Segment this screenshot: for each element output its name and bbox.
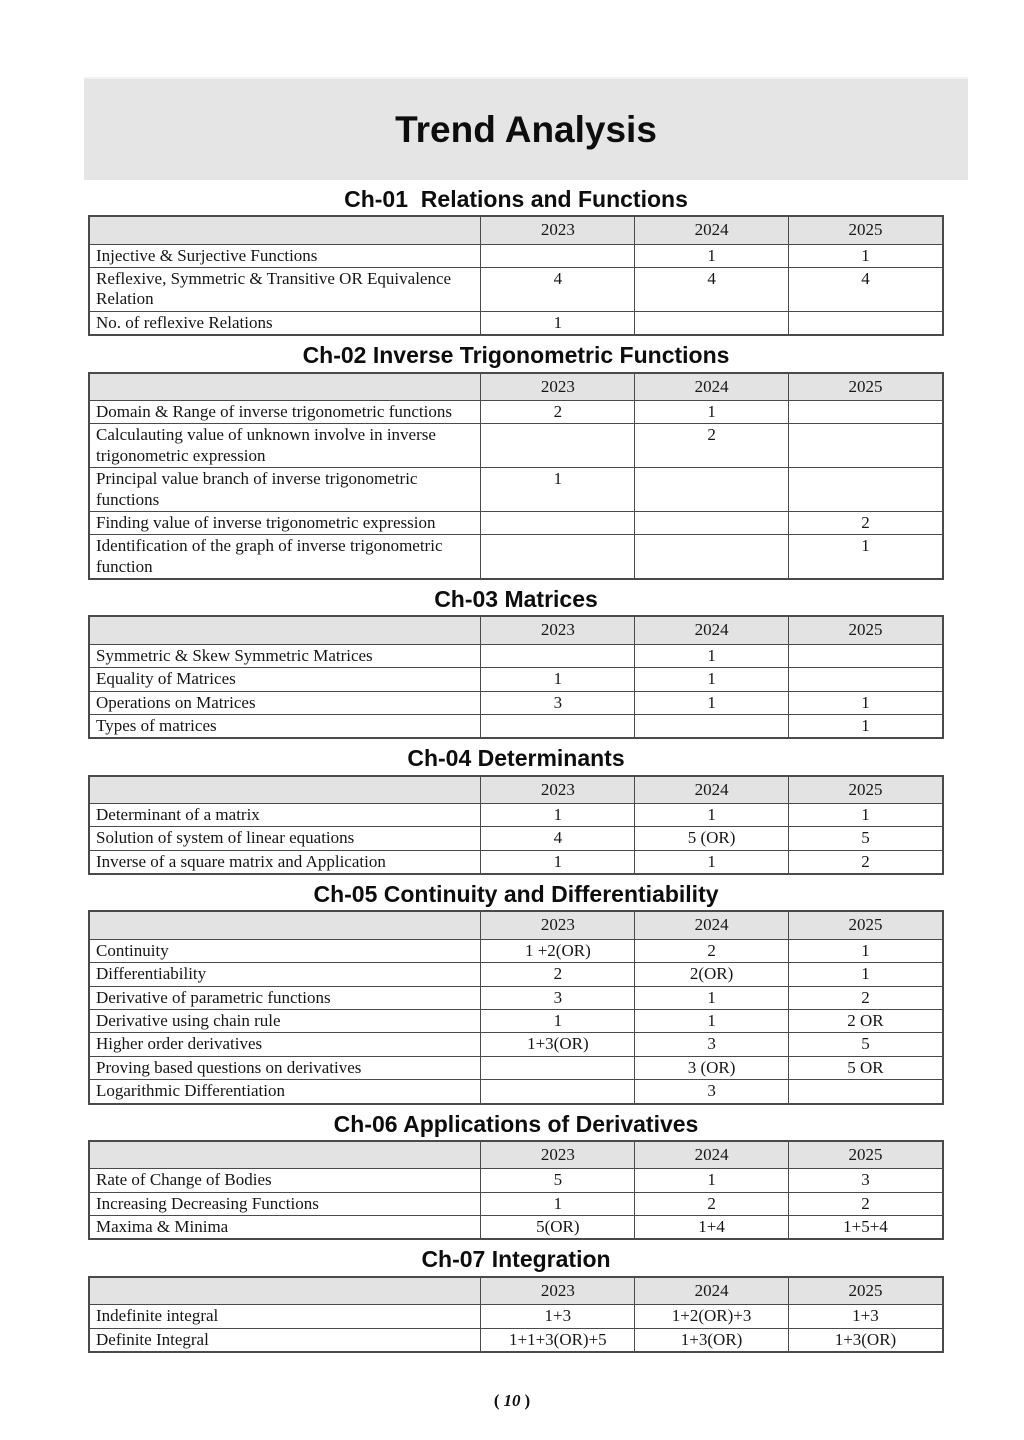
table-row (89, 986, 943, 1009)
title-box (84, 77, 968, 180)
topic-cell: Types of matrices (89, 714, 481, 738)
value-cell: 4 (481, 827, 635, 850)
table-row (89, 1056, 943, 1079)
table-row (89, 827, 943, 850)
topic-cell: Proving based questions on derivatives (89, 1056, 481, 1079)
value-cell: 1+3(OR) (481, 1033, 635, 1056)
value-cell (788, 668, 943, 691)
value-cell: 5 (788, 827, 943, 850)
trend-table-ch-04 (88, 775, 944, 876)
header-row (89, 1141, 943, 1169)
value-cell: 1 (635, 850, 789, 874)
value-cell: 1+3(OR) (788, 1328, 943, 1352)
topic-cell: Continuity (89, 939, 481, 962)
value-cell: 1 (481, 1192, 635, 1215)
year-header: 2023 (481, 616, 635, 644)
table-row (89, 268, 943, 312)
value-cell: 1 (635, 691, 789, 714)
table-row (89, 468, 943, 512)
year-header: 2024 (635, 776, 789, 804)
section-heading-ch-01: Ch-01 Relations and Functions (344, 186, 688, 212)
table-row (89, 804, 943, 827)
topic-cell: Maxima & Minima (89, 1216, 481, 1240)
value-cell: 1 (481, 1010, 635, 1033)
value-cell: 2 (788, 511, 943, 534)
trend-table-ch-01 (88, 215, 944, 336)
value-cell: 1 (635, 400, 789, 423)
topic-cell: Rate of Change of Bodies (89, 1169, 481, 1192)
year-header: 2023 (481, 216, 635, 244)
value-cell: 1+4 (635, 1216, 789, 1240)
value-cell (788, 424, 943, 468)
value-cell (635, 311, 789, 335)
table-row (89, 1328, 943, 1352)
value-cell: 4 (481, 268, 635, 312)
value-cell (481, 424, 635, 468)
value-cell (788, 400, 943, 423)
table-row (89, 424, 943, 468)
section-heading-ch-02: Ch-02 Inverse Trigonometric Functions (302, 342, 730, 369)
value-cell (635, 535, 789, 579)
value-cell (481, 1056, 635, 1079)
topic-cell: Principal value branch of inverse trigonometric functions (89, 468, 481, 512)
table-row (89, 644, 943, 667)
value-cell: 3 (635, 1080, 789, 1104)
table-row (89, 535, 943, 579)
table-row (89, 714, 943, 738)
table-row (89, 850, 943, 874)
sections (88, 187, 944, 1353)
year-header: 2023 (481, 776, 635, 804)
topic-cell: Definite Integral (89, 1328, 481, 1352)
value-cell: 1+3(OR) (635, 1328, 789, 1352)
value-cell: 1 (635, 244, 789, 267)
year-header: 2023 (481, 911, 635, 939)
value-cell: 4 (635, 268, 789, 312)
topic-cell: Calculauting value of unknown involve in inverse trigonometric expression (89, 424, 481, 468)
trend-table-ch-06 (88, 1140, 944, 1241)
value-cell: 3 (481, 986, 635, 1009)
value-cell (788, 1080, 943, 1104)
topic-cell: Domain & Range of inverse trigonometric functions (89, 400, 481, 423)
topic-cell: Higher order derivatives (89, 1033, 481, 1056)
value-cell: 3 (788, 1169, 943, 1192)
value-cell: 1 (481, 668, 635, 691)
value-cell: 1 (635, 668, 789, 691)
value-cell: 1 (635, 644, 789, 667)
value-cell: 1 (788, 535, 943, 579)
year-header: 2023 (481, 1277, 635, 1305)
page-title: Trend Analysis (395, 108, 657, 150)
topic-cell: Equality of Matrices (89, 668, 481, 691)
table-row (89, 1080, 943, 1104)
value-cell: 2 (788, 986, 943, 1009)
topic-cell: Reflexive, Symmetric & Transitive OR Equivalence Relation (89, 268, 481, 312)
value-cell: 1 (788, 939, 943, 962)
trend-table-ch-05 (88, 910, 944, 1104)
table-row (89, 511, 943, 534)
value-cell (788, 468, 943, 512)
topic-cell: Differentiability (89, 963, 481, 986)
value-cell: 1 (481, 804, 635, 827)
value-cell (635, 714, 789, 738)
value-cell: 1 (788, 714, 943, 738)
value-cell: 1+2(OR)+3 (635, 1305, 789, 1328)
table-row (89, 311, 943, 335)
topic-cell: Logarithmic Differentiation (89, 1080, 481, 1104)
value-cell: 5 (OR) (635, 827, 789, 850)
corner-cell (89, 373, 481, 401)
year-header: 2023 (481, 373, 635, 401)
corner-cell (89, 1141, 481, 1169)
table-row (89, 244, 943, 267)
table-row (89, 1192, 943, 1215)
page-footer (0, 1391, 1024, 1411)
table-row (89, 1305, 943, 1328)
value-cell: 2 (635, 424, 789, 468)
topic-cell: Determinant of a matrix (89, 804, 481, 827)
trend-table-ch-07 (88, 1276, 944, 1353)
table-row (89, 939, 943, 962)
value-cell: 1 (788, 244, 943, 267)
value-cell: 1 (481, 468, 635, 512)
year-header: 2025 (788, 911, 943, 939)
year-header: 2023 (481, 1141, 635, 1169)
value-cell: 1 (635, 1010, 789, 1033)
value-cell (788, 644, 943, 667)
value-cell: 5 (481, 1169, 635, 1192)
table-row (89, 1010, 943, 1033)
topic-cell: Injective & Surjective Functions (89, 244, 481, 267)
topic-cell: Identification of the graph of inverse trigonometric function (89, 535, 481, 579)
value-cell: 1+5+4 (788, 1216, 943, 1240)
year-header: 2024 (635, 1277, 789, 1305)
corner-cell (89, 911, 481, 939)
topic-cell: Increasing Decreasing Functions (89, 1192, 481, 1215)
value-cell: 2 (788, 1192, 943, 1215)
value-cell: 2 (481, 400, 635, 423)
value-cell (481, 511, 635, 534)
value-cell (481, 644, 635, 667)
section-heading-ch-05: Ch-05 Continuity and Differentiability (313, 881, 719, 908)
table-row (89, 1169, 943, 1192)
value-cell: 4 (788, 268, 943, 312)
corner-cell (89, 616, 481, 644)
header-row (89, 776, 943, 804)
topic-cell: Indefinite integral (89, 1305, 481, 1328)
topic-cell: Inverse of a square matrix and Application (89, 850, 481, 874)
table-row (89, 668, 943, 691)
value-cell: 5(OR) (481, 1216, 635, 1240)
value-cell: 2 (788, 850, 943, 874)
value-cell: 1 (788, 691, 943, 714)
value-cell: 1 (481, 850, 635, 874)
value-cell: 1 (481, 311, 635, 335)
value-cell: 1 (788, 963, 943, 986)
topic-cell: Symmetric & Skew Symmetric Matrices (89, 644, 481, 667)
footer-paren-close: ) (524, 1390, 531, 1410)
year-header: 2025 (788, 616, 943, 644)
table-row (89, 691, 943, 714)
section-heading-ch-03: Ch-03 Matrices (434, 586, 598, 613)
year-header: 2024 (635, 1141, 789, 1169)
table-row (89, 1033, 943, 1056)
value-cell: 1 (635, 1169, 789, 1192)
year-header: 2024 (635, 616, 789, 644)
topic-cell: Derivative using chain rule (89, 1010, 481, 1033)
value-cell: 1 (635, 804, 789, 827)
value-cell (481, 244, 635, 267)
value-cell: 1 (635, 986, 789, 1009)
year-header: 2025 (788, 373, 943, 401)
year-header: 2024 (635, 911, 789, 939)
section-heading-ch-04: Ch-04 Determinants (407, 745, 625, 772)
value-cell: 3 (481, 691, 635, 714)
topic-cell: Operations on Matrices (89, 691, 481, 714)
value-cell (635, 511, 789, 534)
value-cell: 2 (635, 939, 789, 962)
value-cell (481, 1080, 635, 1104)
value-cell: 1 (788, 804, 943, 827)
footer-paren-open: ( (493, 1390, 500, 1410)
value-cell: 1+3 (788, 1305, 943, 1328)
value-cell: 5 (788, 1033, 943, 1056)
topic-cell: No. of reflexive Relations (89, 311, 481, 335)
value-cell: 2 OR (788, 1010, 943, 1033)
value-cell (635, 468, 789, 512)
value-cell: 5 OR (788, 1056, 943, 1079)
corner-cell (89, 1277, 481, 1305)
topic-cell: Derivative of parametric functions (89, 986, 481, 1009)
year-header: 2024 (635, 216, 789, 244)
table-row (89, 400, 943, 423)
section-heading-ch-07: Ch-07 Integration (421, 1246, 611, 1273)
header-row (89, 911, 943, 939)
year-header: 2025 (788, 1277, 943, 1305)
corner-cell (89, 776, 481, 804)
header-row (89, 1277, 943, 1305)
value-cell: 3 (OR) (635, 1056, 789, 1079)
value-cell (788, 311, 943, 335)
year-header: 2025 (788, 776, 943, 804)
table-row (89, 1216, 943, 1240)
value-cell: 3 (635, 1033, 789, 1056)
value-cell: 1+1+3(OR)+5 (481, 1328, 635, 1352)
year-header: 2025 (788, 1141, 943, 1169)
trend-table-ch-02 (88, 372, 944, 581)
header-row (89, 216, 943, 244)
section-heading-ch-06: Ch-06 Applications of Derivatives (333, 1110, 699, 1137)
topic-cell: Finding value of inverse trigonometric expression (89, 511, 481, 534)
topic-cell: Solution of system of linear equations (89, 827, 481, 850)
year-header: 2024 (635, 373, 789, 401)
value-cell: 2 (481, 963, 635, 986)
value-cell (481, 714, 635, 738)
value-cell: 1 +2(OR) (481, 939, 635, 962)
table-row (89, 963, 943, 986)
header-row (89, 373, 943, 401)
header-row (89, 616, 943, 644)
trend-table-ch-03 (88, 615, 944, 739)
value-cell (481, 535, 635, 579)
year-header: 2025 (788, 216, 943, 244)
value-cell: 1+3 (481, 1305, 635, 1328)
value-cell: 2(OR) (635, 963, 789, 986)
page-number: 10 (503, 1390, 521, 1410)
corner-cell (89, 216, 481, 244)
value-cell: 2 (635, 1192, 789, 1215)
